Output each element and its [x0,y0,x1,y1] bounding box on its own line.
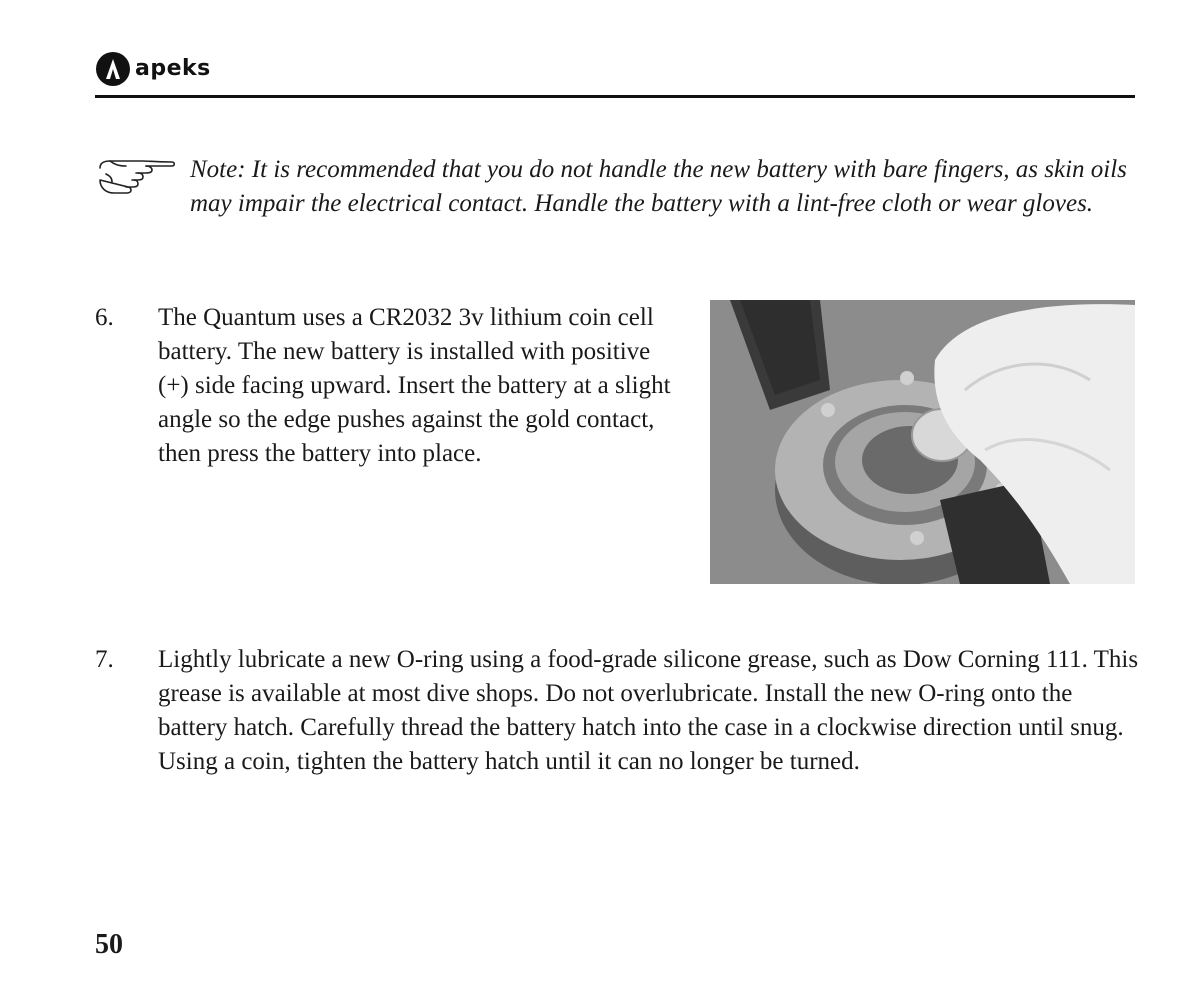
step-7-text: Lightly lubricate a new O-ring using a food-grade silicone grease, such as Dow Corning 111. This grease is available at most dive shops. Do not overlubricate. Install the new O-ring onto the battery hatch. Carefully thread the battery hatch into the case in a clockwise direction until snug. Using a coin, tighten the battery hatch until it can no longer be turned. [158,646,1139,775]
brand-name: apeks [135,56,211,81]
note-text: Note: It is recommended that you do not handle the new battery with bare fingers, as skin oils may impair the electrical contact. Handle the battery with a lint-free cloth or wear gloves. [190,156,1127,217]
step-6-number: 6. [95,304,114,331]
page-number: 50 [95,929,123,960]
step-6-text: The Quantum uses a CR2032 3v lithium coin cell battery. The new battery is installed with positive (+) side facing upward. Insert the battery at a slight angle so the edge pushes against the gold contact, then press the battery into place. [158,304,671,467]
battery-installation-photo [710,300,1135,584]
brand-logo [95,50,211,88]
step-7-number: 7. [95,646,114,673]
header-divider [95,95,1135,98]
apeks-logo-icon [95,51,131,87]
pointing-hand-icon [96,154,176,203]
